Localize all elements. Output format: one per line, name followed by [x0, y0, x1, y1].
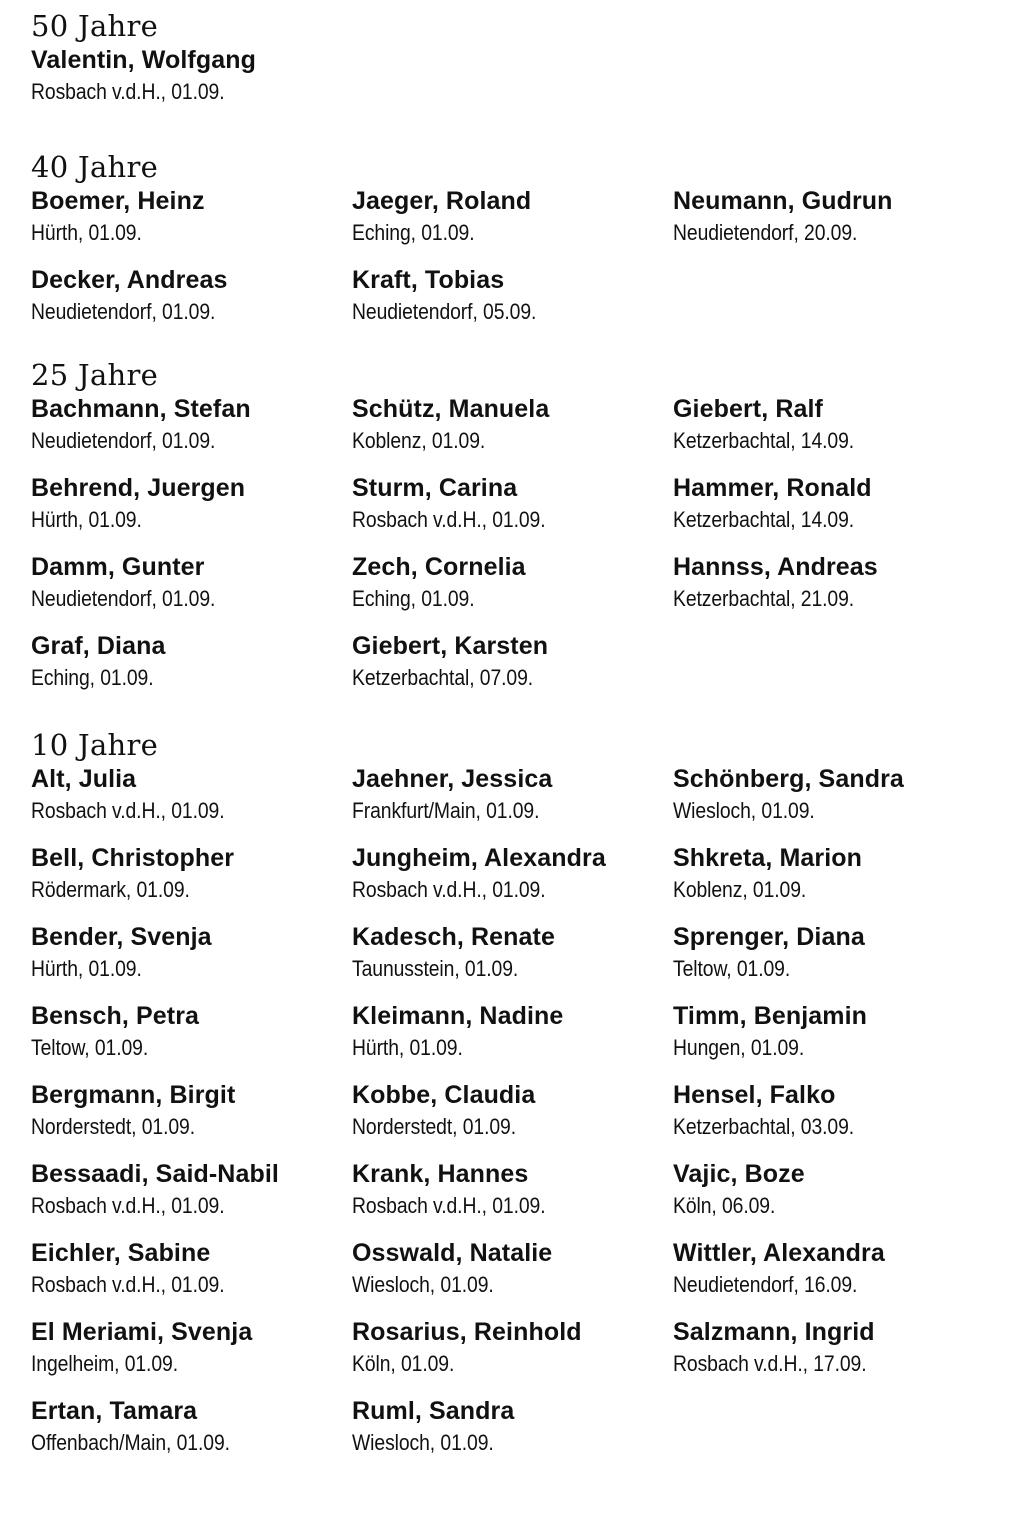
employee-location-date: Neudietendorf, 01.09. — [31, 299, 216, 324]
employee-entry — [31, 1316, 352, 1395]
anniversary-list — [31, 8, 991, 1474]
employee-location-date: Hürth, 01.09. — [31, 956, 142, 981]
employee-name: Hammer, Ronald — [673, 474, 872, 502]
employee-location-date: Neudietendorf, 05.09. — [352, 299, 537, 324]
employee-location-date: Koblenz, 01.09. — [352, 428, 486, 453]
employee-location-date: Eching, 01.09. — [31, 665, 154, 690]
employee-location-date: Rosbach v.d.H., 01.09. — [31, 79, 225, 104]
employee-location-date: Rosbach v.d.H., 01.09. — [31, 798, 225, 823]
employee-name: Boemer, Heinz — [31, 187, 205, 215]
employee-location-date: Rosbach v.d.H., 01.09. — [31, 1193, 225, 1218]
employee-location-date: Neudietendorf, 20.09. — [673, 220, 858, 245]
employee-name: El Meriami, Svenja — [31, 1318, 253, 1346]
employee-entry — [673, 842, 991, 921]
employee-location-date: Wiesloch, 01.09. — [352, 1430, 494, 1455]
employee-name: Jaehner, Jessica — [352, 765, 553, 793]
employee-entry — [352, 551, 673, 630]
employee-entry — [352, 393, 673, 472]
empty-cell — [673, 1395, 991, 1474]
employee-location-date: Neudietendorf, 01.09. — [31, 428, 216, 453]
employee-name: Damm, Gunter — [31, 553, 205, 581]
anniversary-section — [31, 357, 991, 709]
employee-entry — [31, 264, 352, 343]
employee-name: Jungheim, Alexandra — [352, 844, 606, 872]
employee-entry — [673, 921, 991, 1000]
employee-entry — [673, 551, 991, 630]
empty-cell — [673, 44, 991, 123]
employee-location-date: Wiesloch, 01.09. — [673, 798, 815, 823]
empty-cell — [352, 44, 673, 123]
employee-location-date: Hungen, 01.09. — [673, 1035, 805, 1060]
employee-location-date: Koblenz, 01.09. — [673, 877, 807, 902]
section-spacer — [31, 123, 991, 149]
employee-name: Neumann, Gudrun — [673, 187, 893, 215]
employee-name: Bachmann, Stefan — [31, 395, 251, 423]
employee-location-date: Ketzerbachtal, 14.09. — [673, 428, 855, 453]
employee-name: Zech, Cornelia — [352, 553, 526, 581]
employee-name: Decker, Andreas — [31, 266, 228, 294]
employee-location-date: Ketzerbachtal, 03.09. — [673, 1114, 855, 1139]
employee-name: Kadesch, Renate — [352, 923, 555, 951]
employee-grid — [31, 44, 991, 123]
employee-name: Salzmann, Ingrid — [673, 1318, 875, 1346]
employee-entry — [673, 393, 991, 472]
employee-entry — [352, 1079, 673, 1158]
employee-name: Ertan, Tamara — [31, 1397, 198, 1425]
employee-location-date: Ketzerbachtal, 14.09. — [673, 507, 855, 532]
empty-cell — [673, 630, 991, 709]
section-heading: 10 Jahre — [31, 728, 159, 762]
employee-entry — [352, 1000, 673, 1079]
employee-name: Eichler, Sabine — [31, 1239, 211, 1267]
employee-name: Jaeger, Roland — [352, 187, 532, 215]
employee-name: Schütz, Manuela — [352, 395, 550, 423]
employee-name: Bell, Christopher — [31, 844, 235, 872]
employee-name: Sturm, Carina — [352, 474, 518, 502]
employee-location-date: Rödermark, 01.09. — [31, 877, 190, 902]
anniversary-section — [31, 149, 991, 343]
employee-name: Sprenger, Diana — [673, 923, 865, 951]
employee-name: Vajic, Boze — [673, 1160, 805, 1188]
employee-entry — [673, 1158, 991, 1237]
employee-entry — [352, 763, 673, 842]
employee-entry — [352, 472, 673, 551]
employee-location-date: Ketzerbachtal, 07.09. — [352, 665, 534, 690]
employee-entry — [31, 44, 352, 123]
employee-entry — [31, 1395, 352, 1474]
employee-entry — [31, 921, 352, 1000]
employee-entry — [31, 1000, 352, 1079]
employee-location-date: Norderstedt, 01.09. — [31, 1114, 196, 1139]
employee-location-date: Köln, 06.09. — [673, 1193, 776, 1218]
employee-location-date: Wiesloch, 01.09. — [352, 1272, 494, 1297]
employee-name: Rosarius, Reinhold — [352, 1318, 582, 1346]
employee-name: Osswald, Natalie — [352, 1239, 553, 1267]
employee-name: Schönberg, Sandra — [673, 765, 904, 793]
employee-name: Timm, Benjamin — [673, 1002, 868, 1030]
employee-name: Behrend, Juergen — [31, 474, 246, 502]
employee-name: Bender, Svenja — [31, 923, 212, 951]
employee-location-date: Frankfurt/Main, 01.09. — [352, 798, 540, 823]
employee-location-date: Rosbach v.d.H., 01.09. — [352, 1193, 546, 1218]
employee-grid — [31, 763, 991, 1474]
employee-grid — [31, 185, 991, 343]
employee-name: Ruml, Sandra — [352, 1397, 515, 1425]
employee-location-date: Ingelheim, 01.09. — [31, 1351, 178, 1376]
employee-entry — [352, 630, 673, 709]
employee-location-date: Hürth, 01.09. — [31, 507, 142, 532]
section-heading: 25 Jahre — [31, 358, 159, 392]
employee-name: Valentin, Wolfgang — [31, 46, 256, 74]
employee-location-date: Teltow, 01.09. — [31, 1035, 149, 1060]
employee-entry — [673, 472, 991, 551]
employee-entry — [673, 1237, 991, 1316]
employee-entry — [352, 1158, 673, 1237]
employee-location-date: Rosbach v.d.H., 01.09. — [352, 507, 546, 532]
section-heading: 40 Jahre — [31, 150, 159, 184]
employee-location-date: Neudietendorf, 01.09. — [31, 586, 216, 611]
employee-entry — [31, 630, 352, 709]
employee-name: Shkreta, Marion — [673, 844, 863, 872]
section-spacer — [31, 709, 991, 727]
employee-location-date: Hürth, 01.09. — [31, 220, 142, 245]
employee-entry — [31, 763, 352, 842]
section-spacer — [31, 343, 991, 357]
employee-location-date: Rosbach v.d.H., 01.09. — [352, 877, 546, 902]
employee-entry — [673, 1079, 991, 1158]
employee-location-date: Offenbach/Main, 01.09. — [31, 1430, 230, 1455]
employee-entry — [31, 185, 352, 264]
employee-location-date: Neudietendorf, 16.09. — [673, 1272, 858, 1297]
employee-name: Alt, Julia — [31, 765, 137, 793]
employee-location-date: Teltow, 01.09. — [673, 956, 791, 981]
employee-entry — [352, 842, 673, 921]
employee-entry — [352, 1395, 673, 1474]
employee-entry — [352, 264, 673, 343]
employee-location-date: Eching, 01.09. — [352, 586, 475, 611]
employee-name: Krank, Hannes — [352, 1160, 529, 1188]
employee-name: Kraft, Tobias — [352, 266, 505, 294]
empty-cell — [673, 264, 991, 343]
employee-entry — [352, 1316, 673, 1395]
employee-name: Kleimann, Nadine — [352, 1002, 564, 1030]
employee-entry — [31, 1079, 352, 1158]
employee-entry — [31, 1237, 352, 1316]
employee-entry — [673, 185, 991, 264]
employee-name: Wittler, Alexandra — [673, 1239, 885, 1267]
anniversary-section — [31, 8, 991, 123]
employee-name: Giebert, Ralf — [673, 395, 823, 423]
employee-entry — [673, 763, 991, 842]
employee-entry — [31, 1158, 352, 1237]
section-heading: 50 Jahre — [31, 9, 159, 43]
employee-name: Bergmann, Birgit — [31, 1081, 236, 1109]
employee-entry — [673, 1000, 991, 1079]
employee-location-date: Eching, 01.09. — [352, 220, 475, 245]
employee-name: Graf, Diana — [31, 632, 166, 660]
employee-grid — [31, 393, 991, 709]
employee-entry — [31, 842, 352, 921]
employee-location-date: Norderstedt, 01.09. — [352, 1114, 517, 1139]
employee-location-date: Köln, 01.09. — [352, 1351, 455, 1376]
employee-entry — [673, 1316, 991, 1395]
employee-name: Bessaadi, Said-Nabil — [31, 1160, 279, 1188]
employee-entry — [31, 472, 352, 551]
employee-name: Hannss, Andreas — [673, 553, 878, 581]
employee-entry — [31, 393, 352, 472]
employee-location-date: Hürth, 01.09. — [352, 1035, 463, 1060]
employee-name: Bensch, Petra — [31, 1002, 200, 1030]
employee-location-date: Taunusstein, 01.09. — [352, 956, 519, 981]
employee-entry — [352, 185, 673, 264]
employee-name: Giebert, Karsten — [352, 632, 549, 660]
employee-location-date: Ketzerbachtal, 21.09. — [673, 586, 855, 611]
employee-location-date: Rosbach v.d.H., 17.09. — [673, 1351, 867, 1376]
employee-name: Hensel, Falko — [673, 1081, 836, 1109]
employee-entry — [352, 1237, 673, 1316]
anniversary-section — [31, 727, 991, 1474]
employee-name: Kobbe, Claudia — [352, 1081, 536, 1109]
employee-location-date: Rosbach v.d.H., 01.09. — [31, 1272, 225, 1297]
employee-entry — [352, 921, 673, 1000]
employee-entry — [31, 551, 352, 630]
